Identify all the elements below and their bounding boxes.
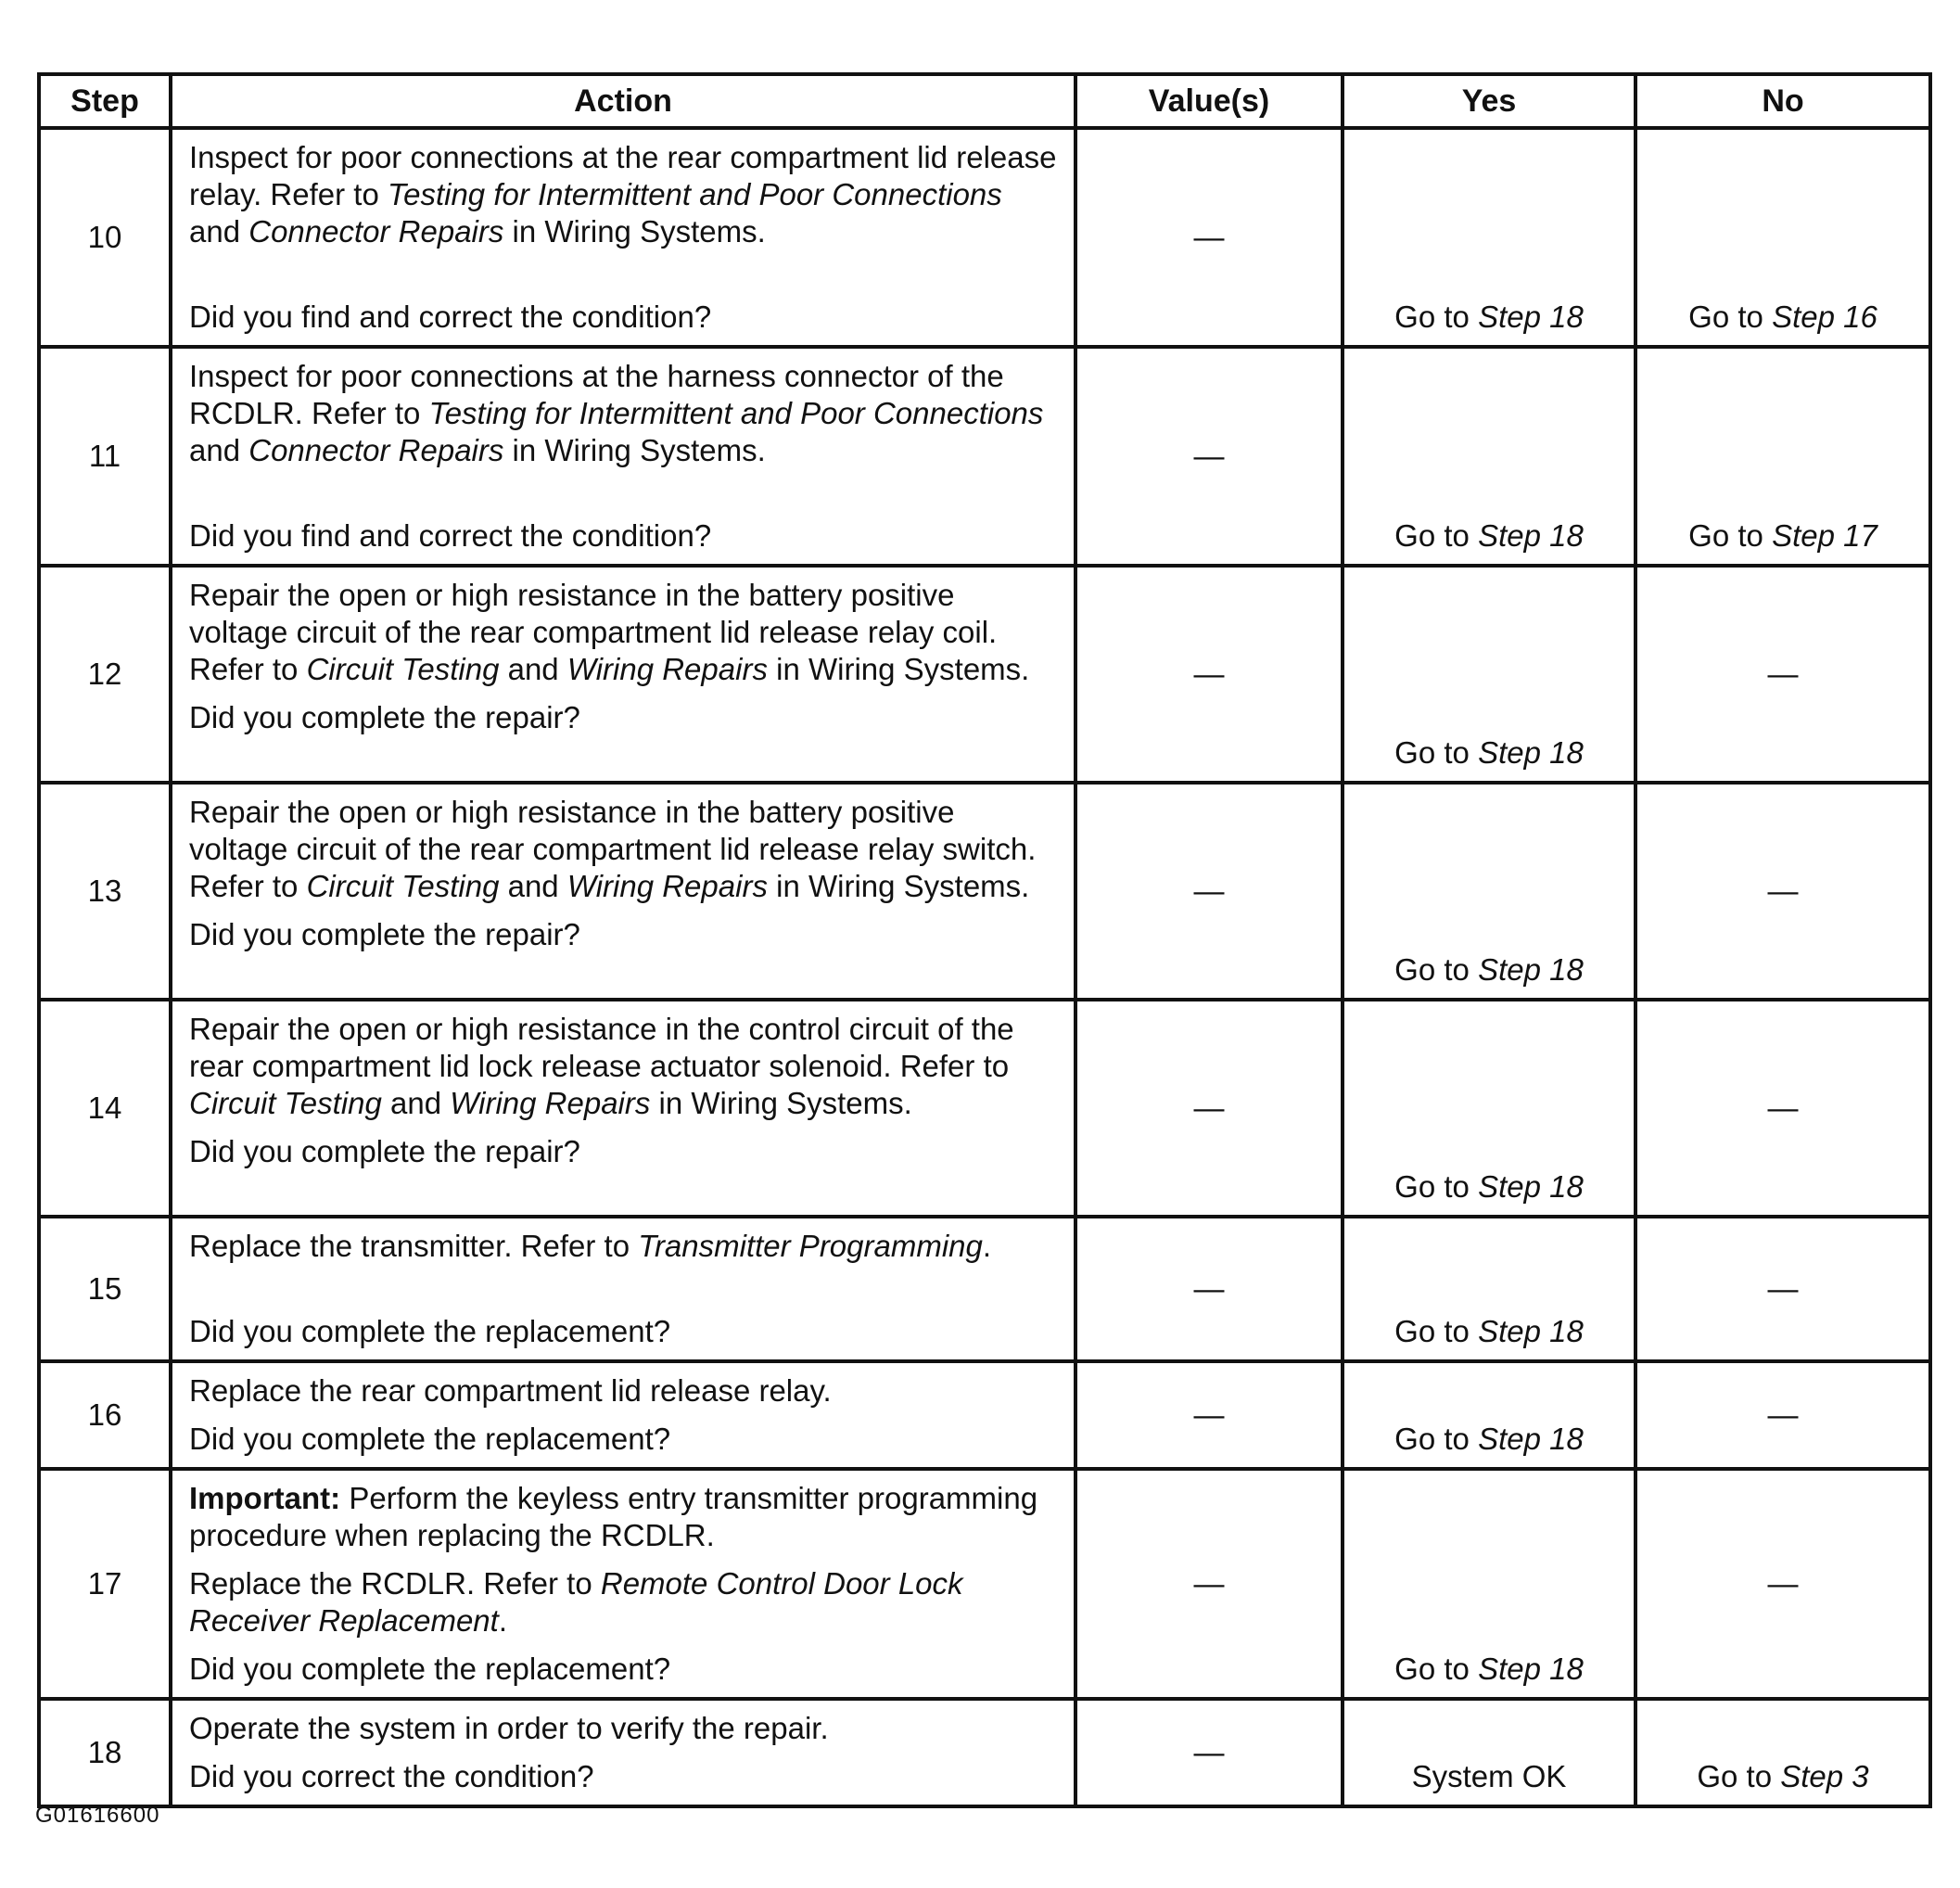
table-row: [39, 1361, 1930, 1469]
action-text: Inspect for poor connections at the rear compartment lid release relay. Refer to Testing for Intermittent and Poor Connections and Connector Repairs in Wiring Systems.: [189, 140, 1057, 249]
reference-link-text: Circuit Testing: [306, 869, 500, 903]
action-question: Did you complete the replacement?: [189, 1652, 671, 1686]
value-cell: —: [1075, 1469, 1343, 1699]
no-cell: —: [1635, 566, 1930, 783]
step-number: 16: [39, 1361, 171, 1469]
value-cell: —: [1075, 1361, 1343, 1469]
action-question: Did you find and correct the condition?: [189, 300, 712, 334]
diagnostic-table-sheet: [37, 72, 1928, 1808]
yes-cell: Go to Step 18: [1343, 566, 1635, 783]
action-cell: [171, 128, 1075, 347]
header-step: Step: [39, 74, 171, 128]
action-question: Did you complete the replacement?: [189, 1314, 671, 1348]
action-question: Did you complete the replacement?: [189, 1422, 671, 1456]
header-action: Action: [171, 74, 1075, 128]
action-question: Did you complete the repair?: [189, 1134, 580, 1168]
action-text: Replace the rear compartment lid release relay.: [189, 1373, 832, 1408]
step-number: 13: [39, 783, 171, 1000]
header-yes: Yes: [1343, 74, 1635, 128]
action-cell: [171, 1699, 1075, 1806]
important-label: Important:: [189, 1481, 341, 1515]
no-cell: —: [1635, 1361, 1930, 1469]
table-row: [39, 128, 1930, 347]
step-number: 14: [39, 1000, 171, 1217]
reference-link-text: Wiring Repairs: [450, 1086, 651, 1120]
action-cell: [171, 1217, 1075, 1361]
step-number: 18: [39, 1699, 171, 1806]
action-question: Did you complete the repair?: [189, 700, 580, 734]
value-cell: —: [1075, 1217, 1343, 1361]
yes-cell: System OK: [1343, 1699, 1635, 1806]
diagnostic-steps-table: [37, 72, 1932, 1808]
value-cell: —: [1075, 1699, 1343, 1806]
step-number: 15: [39, 1217, 171, 1361]
value-cell: —: [1075, 1000, 1343, 1217]
table-row: [39, 1699, 1930, 1806]
action-text: Repair the open or high resistance in the control circuit of the rear compartment lid lock release actuator solenoid. Refer to Circuit Testing and Wiring Repairs in Wiring Systems.: [189, 1012, 1014, 1120]
action-text: Replace the transmitter. Refer to Transmitter Programming.: [189, 1229, 992, 1263]
reference-link-text: Connector Repairs: [248, 214, 504, 249]
no-cell: —: [1635, 1469, 1930, 1699]
action-text: Repair the open or high resistance in the battery positive voltage circuit of the rear compartment lid release relay coil. Refer to Circuit Testing and Wiring Repairs in Wiring Systems.: [189, 578, 1030, 686]
step-number: 12: [39, 566, 171, 783]
important-note: Important: Perform the keyless entry transmitter programming procedure when replacing the RCDLR.: [189, 1481, 1038, 1552]
reference-link-text: Testing for Intermittent and Poor Connections: [428, 396, 1044, 430]
reference-link-text: Remote Control Door Lock Receiver Replacement: [189, 1566, 963, 1638]
yes-cell: Go to Step 18: [1343, 783, 1635, 1000]
no-cell: —: [1635, 1217, 1930, 1361]
no-cell: Go to Step 17: [1635, 347, 1930, 566]
reference-link-text: Wiring Repairs: [566, 652, 768, 686]
yes-cell: Go to Step 18: [1343, 1217, 1635, 1361]
action-question: Did you complete the repair?: [189, 917, 580, 951]
action-text: Repair the open or high resistance in the battery positive voltage circuit of the rear compartment lid release relay switch. Refer to Circuit Testing and Wiring Repairs in Wiring Systems.: [189, 795, 1037, 903]
table-row: [39, 1469, 1930, 1699]
no-cell: Go to Step 16: [1635, 128, 1930, 347]
step-number: 17: [39, 1469, 171, 1699]
value-cell: —: [1075, 128, 1343, 347]
table-row: [39, 1000, 1930, 1217]
action-cell: [171, 1000, 1075, 1217]
action-question: Did you find and correct the condition?: [189, 518, 712, 553]
action-cell: [171, 1361, 1075, 1469]
yes-cell: Go to Step 18: [1343, 347, 1635, 566]
value-cell: —: [1075, 347, 1343, 566]
reference-link-text: Testing for Intermittent and Poor Connections: [387, 177, 1002, 211]
yes-cell: Go to Step 18: [1343, 1361, 1635, 1469]
action-cell: [171, 783, 1075, 1000]
no-cell: Go to Step 3: [1635, 1699, 1930, 1806]
value-cell: —: [1075, 566, 1343, 783]
yes-cell: Go to Step 18: [1343, 128, 1635, 347]
figure-id: G01616600: [35, 1803, 160, 1828]
header-values: Value(s): [1075, 74, 1343, 128]
no-cell: —: [1635, 1000, 1930, 1217]
table-row: [39, 1217, 1930, 1361]
header-row: [39, 74, 1930, 128]
yes-cell: Go to Step 18: [1343, 1469, 1635, 1699]
table-row: [39, 566, 1930, 783]
no-cell: —: [1635, 783, 1930, 1000]
action-question: Did you correct the condition?: [189, 1759, 594, 1793]
reference-link-text: Circuit Testing: [189, 1086, 382, 1120]
step-number: 10: [39, 128, 171, 347]
value-cell: —: [1075, 783, 1343, 1000]
reference-link-text: Transmitter Programming: [638, 1229, 983, 1263]
action-cell: [171, 566, 1075, 783]
table-row: [39, 783, 1930, 1000]
action-cell: [171, 1469, 1075, 1699]
table-row: [39, 347, 1930, 566]
action-text: Replace the RCDLR. Refer to Remote Control Door Lock Receiver Replacement.: [189, 1566, 963, 1638]
header-no: No: [1635, 74, 1930, 128]
reference-link-text: Circuit Testing: [306, 652, 500, 686]
reference-link-text: Wiring Repairs: [566, 869, 768, 903]
reference-link-text: Connector Repairs: [248, 433, 504, 467]
action-text: Inspect for poor connections at the harness connector of the RCDLR. Refer to Testing for Intermittent and Poor Connections and Connector Repairs in Wiring Systems.: [189, 359, 1044, 467]
action-cell: [171, 347, 1075, 566]
action-text: Operate the system in order to verify the repair.: [189, 1711, 829, 1745]
step-number: 11: [39, 347, 171, 566]
yes-cell: Go to Step 18: [1343, 1000, 1635, 1217]
